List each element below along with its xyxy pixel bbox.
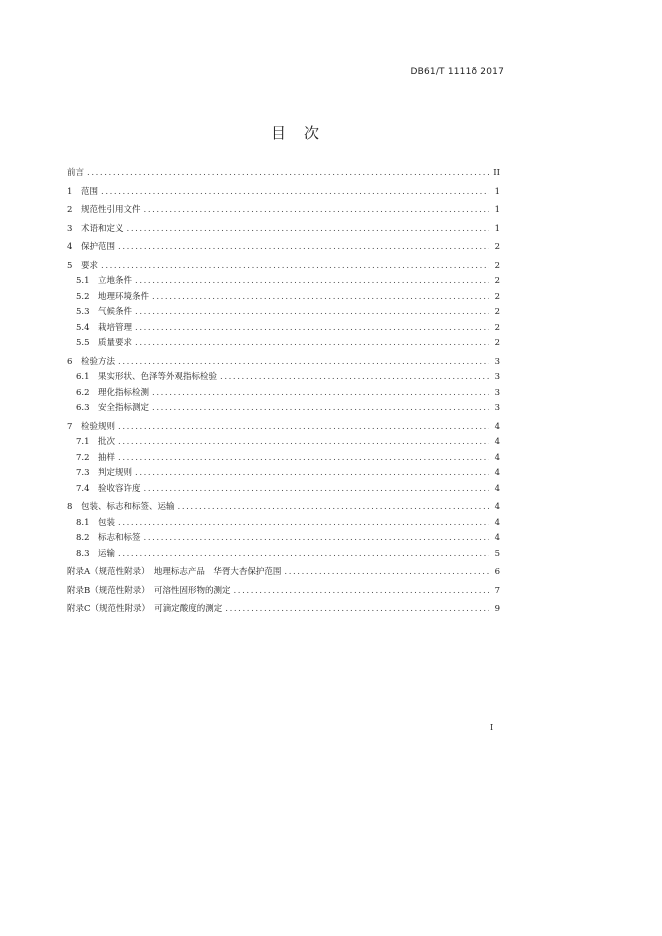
- toc-leader-dots: [152, 403, 489, 413]
- toc-subentry[interactable]: [67, 435, 500, 451]
- toc-entry-page: 2: [494, 291, 500, 302]
- toc-entry[interactable]: [67, 222, 500, 238]
- toc-entry-label: 验收容许度: [98, 483, 141, 494]
- toc-leader-dots: [135, 307, 489, 317]
- toc-entry-label: 抽样: [98, 452, 116, 463]
- toc-leader-dots: [144, 533, 489, 543]
- toc-entry-label: 前言: [67, 168, 85, 178]
- toc-entry-label: 判定规则: [98, 468, 133, 478]
- toc-entry[interactable]: [67, 565, 500, 581]
- toc-leader-dots: [118, 549, 489, 559]
- toc-entry-label: 包装、标志和标签、运输: [81, 502, 175, 512]
- toc-leader-dots: [135, 338, 489, 348]
- toc-subentry[interactable]: [67, 401, 500, 417]
- toc-subentry[interactable]: [67, 290, 500, 306]
- toc-entry-page: II: [493, 168, 500, 178]
- toc-entry-page: 1: [494, 205, 500, 215]
- toc-entry-label: 立地条件: [98, 276, 133, 286]
- toc-subentry[interactable]: [67, 274, 500, 290]
- toc-entry-page: 3: [494, 372, 500, 382]
- toc-entry-page: 2: [494, 242, 500, 252]
- toc-entry-label: 保护范围: [81, 242, 116, 252]
- toc-leader-dots: [225, 604, 489, 614]
- toc-entry-number: 6: [67, 356, 73, 367]
- toc-entry-label: 质量要求: [98, 338, 133, 348]
- toc-entry-label: 规范性引用文件: [81, 205, 141, 215]
- toc-leader-dots: [118, 437, 489, 447]
- toc-entry-label: 气候条件: [98, 307, 133, 317]
- toc-entry[interactable]: [67, 259, 500, 275]
- toc-entry-number: 3: [67, 223, 73, 234]
- toc-entry-page: 6: [494, 567, 500, 577]
- toc-subentry[interactable]: [67, 531, 500, 547]
- toc-entry-number: 4: [67, 242, 73, 252]
- toc-leader-dots: [152, 388, 489, 398]
- toc-entry-number: 5.5: [76, 338, 90, 348]
- toc-entry-page: 7: [494, 585, 500, 596]
- toc-entry-page: 4: [494, 483, 500, 494]
- toc-entry-label: 附录C（规范性附录） 可滴定酸度的测定: [67, 604, 223, 614]
- toc-entry-page: 3: [494, 356, 500, 367]
- toc-entry-number: 7.1: [76, 437, 90, 447]
- toc-subentry[interactable]: [67, 321, 500, 337]
- toc-entry[interactable]: [67, 602, 500, 618]
- toc-entry-number: 5.1: [76, 276, 90, 286]
- toc-entry-number: 8.1: [76, 517, 90, 528]
- toc-entry-number: 5.4: [76, 322, 90, 333]
- toc-entry[interactable]: [67, 240, 500, 256]
- toc-leader-dots: [234, 586, 490, 596]
- toc-entry-label: 果实形状、色泽等外观指标检验: [98, 372, 218, 382]
- toc-entry-label: 检验规则: [81, 421, 116, 432]
- toc-entry[interactable]: [67, 203, 500, 219]
- toc-entry-number: 6.2: [76, 387, 90, 398]
- toc-entry-page: 9: [494, 604, 500, 614]
- toc-leader-dots: [101, 261, 489, 271]
- toc-entry-label: 检验方法: [81, 356, 116, 367]
- toc-leader-dots: [220, 372, 489, 382]
- toc-entry-number: 7: [67, 421, 73, 432]
- toc-entry-number: 1: [67, 186, 73, 197]
- toc-leader-dots: [101, 187, 489, 197]
- toc-entry[interactable]: [67, 420, 500, 436]
- toc-entry-page: 4: [494, 517, 500, 528]
- toc-entry[interactable]: [67, 584, 500, 600]
- toc-entry-number: 2: [67, 205, 73, 215]
- toc-subentry[interactable]: [67, 370, 500, 386]
- toc-subentry[interactable]: [67, 386, 500, 402]
- toc-entry-number: 7.3: [76, 468, 90, 478]
- toc-leader-dots: [127, 224, 489, 234]
- toc-entry-page: 2: [494, 307, 500, 317]
- toc-entry-page: 1: [494, 223, 500, 234]
- toc-entry-page: 2: [494, 322, 500, 333]
- toc-subentry[interactable]: [67, 451, 500, 467]
- toc-leader-dots: [118, 518, 489, 528]
- toc-entry[interactable]: [67, 355, 500, 371]
- toc-entry-number: 6.1: [76, 372, 90, 382]
- toc-entry-number: 7.4: [76, 483, 90, 494]
- toc-entry-page: 2: [494, 338, 500, 348]
- toc-entry-label: 理化指标检测: [98, 387, 150, 398]
- toc-leader-dots: [152, 292, 489, 302]
- toc-entry-page: 4: [494, 502, 500, 512]
- toc-leader-dots: [135, 323, 489, 333]
- toc-entry-label: 附录B（规范性附录） 可溶性固形物的测定: [67, 585, 231, 596]
- toc-subentry[interactable]: [67, 336, 500, 352]
- toc-leader-dots: [135, 468, 489, 478]
- page-number: I: [490, 723, 494, 732]
- toc-leader-dots: [118, 357, 489, 367]
- toc-entry-page: 5: [494, 548, 500, 559]
- toc-entry-page: 4: [494, 452, 500, 463]
- toc-entry-number: 8: [67, 502, 73, 512]
- toc-entry-label: 附录A（规范性附录） 地理标志产品 华胥大杏保护范围: [67, 567, 282, 577]
- toc-entry-number: 5.3: [76, 307, 90, 317]
- toc-leader-dots: [178, 502, 489, 512]
- toc-entry-page: 4: [494, 437, 500, 447]
- toc-entry-label: 栽培管理: [98, 322, 133, 333]
- toc-entry-page: 2: [494, 260, 500, 271]
- toc-entry-label: 运输: [98, 548, 116, 559]
- toc-entry-number: 8.2: [76, 533, 90, 543]
- toc-leader-dots: [87, 168, 489, 178]
- toc-entry-number: 6.3: [76, 403, 90, 413]
- toc-leader-dots: [118, 453, 489, 463]
- toc-entry-number: 8.3: [76, 548, 90, 559]
- toc-entry-page: 2: [494, 276, 500, 286]
- toc-subentry[interactable]: [67, 305, 500, 321]
- toc-entry-number: 5.2: [76, 291, 90, 302]
- toc-entry-label: 要求: [81, 260, 99, 271]
- toc-entry[interactable]: [67, 185, 500, 201]
- toc-entry-number: 7.2: [76, 452, 90, 463]
- toc-leader-dots: [135, 276, 489, 286]
- toc-entry-label: 术语和定义: [81, 223, 124, 234]
- toc-entry[interactable]: [67, 500, 500, 516]
- document-code: DB61/T 1111ð 2017: [410, 67, 504, 77]
- toc-entry-label: 范围: [81, 186, 99, 197]
- toc-entry-number: 5: [67, 260, 73, 271]
- toc-leader-dots: [284, 567, 489, 577]
- toc-subentry[interactable]: [67, 516, 500, 532]
- toc-entry-label: 地理环境条件: [98, 291, 150, 302]
- toc-entry-label: 安全指标测定: [98, 403, 150, 413]
- toc-entry-label: 包装: [98, 517, 116, 528]
- toc-leader-dots: [144, 484, 489, 494]
- toc-entry-page: 4: [494, 533, 500, 543]
- table-of-contents: [67, 166, 500, 618]
- toc-leader-dots: [118, 242, 489, 252]
- toc-subentry[interactable]: [67, 482, 500, 498]
- toc-entry-page: 1: [494, 186, 500, 197]
- toc-entry-page: 4: [494, 468, 500, 478]
- toc-leader-dots: [118, 422, 489, 432]
- toc-entry-label: 标志和标签: [98, 533, 141, 543]
- toc-entry-label: 批次: [98, 437, 116, 447]
- toc-leader-dots: [144, 205, 489, 215]
- toc-subentry[interactable]: [67, 547, 500, 563]
- toc-subentry[interactable]: [67, 466, 500, 482]
- toc-entry-page: 3: [494, 403, 500, 413]
- page-title: 目次: [270, 124, 337, 142]
- toc-entry-page: 4: [494, 421, 500, 432]
- toc-entry[interactable]: [67, 166, 500, 182]
- toc-entry-page: 3: [494, 387, 500, 398]
